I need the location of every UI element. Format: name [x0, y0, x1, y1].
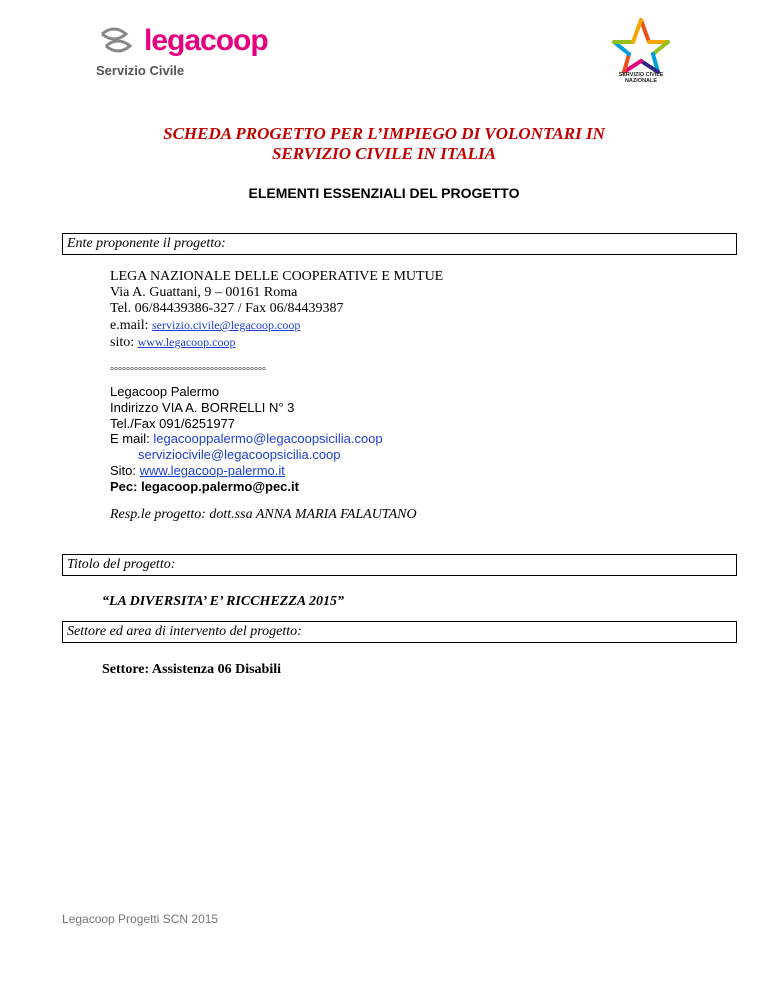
- national-address: Via A. Guattani, 9 – 00161 Roma: [110, 285, 298, 300]
- local-pec: Pec: legacoop.palermo@pec.it: [110, 478, 299, 494]
- national-site-line: [110, 334, 443, 351]
- page-footer: Legacoop Progetti SCN 2015: [62, 912, 219, 926]
- project-responsible: Resp.le progetto: dott.ssa ANNA MARIA FALAUTANO: [110, 507, 417, 522]
- star-logo-graphic: [606, 14, 676, 84]
- local-email-1[interactable]: legacooppalermo@legacoopsicilia.coop: [153, 431, 383, 447]
- national-email-line: [110, 317, 443, 334]
- servizio-civile-nazionale-logo: [606, 14, 676, 84]
- local-email-line-2: [110, 447, 383, 463]
- settore-value: Settore: Assistenza 06 Disabili: [102, 662, 282, 677]
- project-title: “LA DIVERSITA’ E’ RICCHEZZA 2015”: [102, 594, 344, 609]
- section-ente-heading: Ente proponente il progetto:: [62, 233, 737, 255]
- local-email-2[interactable]: serviziocivile@legacoopsicilia.coop: [138, 447, 341, 463]
- document-title: [0, 124, 768, 164]
- servizio-civile-label: Servizio Civile: [96, 63, 185, 78]
- local-name: Legacoop Palermo: [110, 384, 220, 399]
- national-email-label: e.mail:: [110, 318, 152, 333]
- national-site-label: sito:: [110, 335, 138, 350]
- national-address-block: [110, 269, 443, 351]
- legacoop-logo-text: legacoop: [144, 24, 268, 57]
- title-line-1: SCHEDA PROGETTO PER L’IMPIEGO DI VOLONTARI IN: [163, 124, 605, 143]
- national-site-link[interactable]: www.legacoop.coop: [137, 335, 236, 349]
- local-site-label: Sito:: [110, 462, 140, 478]
- local-email-label: E mail:: [110, 431, 154, 447]
- star-logo-text: SERVIZIO CIVILE: [618, 72, 664, 78]
- section-settore-heading: Settore ed area di intervento del progetto:: [62, 621, 737, 643]
- legacoop-logo: [96, 20, 286, 62]
- legacoop-logo-graphic: [96, 20, 286, 62]
- local-phone: Tel./Fax 091/6251977: [110, 415, 236, 431]
- local-address: Indirizzo VIA A. BORRELLI N° 3: [110, 399, 295, 415]
- local-email-line: [110, 431, 383, 447]
- national-name: LEGA NAZIONALE DELLE COOPERATIVE E MUTUE: [110, 269, 444, 284]
- section-titolo-heading: Titolo del progetto:: [62, 554, 737, 576]
- svg-text:NAZIONALE: NAZIONALE: [624, 78, 658, 84]
- local-site-line: [110, 463, 383, 479]
- national-phone: Tel. 06/84439386-327 / Fax 06/84439387: [110, 301, 344, 316]
- title-line-2: SERVIZIO CIVILE IN ITALIA: [271, 144, 497, 163]
- local-address-block: [110, 384, 383, 495]
- document-subtitle: ELEMENTI ESSENZIALI DEL PROGETTO: [248, 185, 520, 201]
- national-email-link[interactable]: servizio.civile@legacoop.coop: [152, 318, 301, 332]
- separator-dots: °°°°°°°°°°°°°°°°°°°°°°°°°°°°°°°°°°°°°°°: [110, 366, 266, 377]
- local-site-link[interactable]: www.legacoop-palermo.it: [139, 462, 285, 478]
